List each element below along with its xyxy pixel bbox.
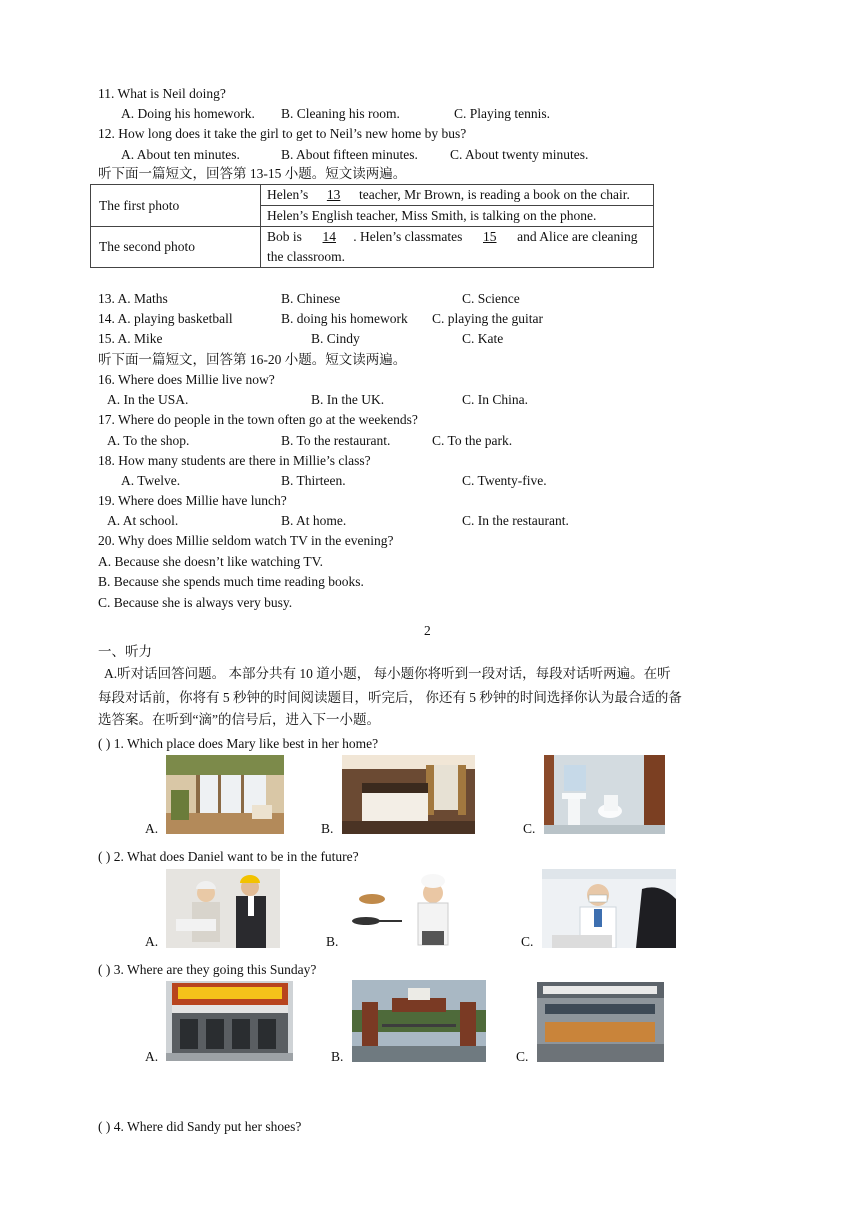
q2-stem: ( ) 2. What does Daniel want to be in the future?: [98, 849, 359, 864]
q18-option-c: C. Twenty-five.: [462, 473, 547, 488]
q19-stem: 19. Where does Millie have lunch?: [98, 493, 287, 508]
q16-option-c: C. In China.: [462, 392, 528, 407]
q17-option-a: A. To the shop.: [107, 433, 190, 448]
q19-option-a: A. At school.: [107, 513, 179, 528]
section-title: 一、听力: [98, 644, 152, 659]
q1-option-c-label[interactable]: C.: [523, 821, 536, 836]
q2-photo-engineer[interactable]: [166, 869, 280, 948]
row-first-photo-text-2: Helen’s English teacher, Miss Smith, is talking on the phone.: [261, 206, 654, 227]
q11-option-b: B. Cleaning his room.: [281, 106, 400, 121]
photo-table: [90, 184, 654, 268]
q20-option-a: A. Because she doesn’t like watching TV.: [98, 554, 323, 569]
blank-13: 13: [326, 187, 341, 202]
q20-stem: 20. Why does Millie seldom watch TV in the evening?: [98, 533, 394, 548]
q19-option-b: B. At home.: [281, 513, 347, 528]
q15-option-c: C. Kate: [462, 331, 504, 346]
row-second-photo-text: Bob is 14 . Helen’s classmates 15 and Alice are cleaning the classroom.: [261, 227, 654, 268]
instruction-line-1: A.听对话回答问题。 本部分共有 10 道小题， 每小题你将听到一段对话，每段对话听两遍。在听: [104, 666, 671, 681]
q14-option-c: C. playing the guitar: [432, 311, 543, 326]
q3-option-b-label[interactable]: B.: [331, 1049, 344, 1064]
q17-stem: 17. Where do people in the town often go at the weekends?: [98, 412, 418, 427]
q3-photo-cinema[interactable]: [166, 981, 293, 1061]
q3-option-a-label[interactable]: A.: [145, 1049, 159, 1064]
q1-stem: ( ) 1. Which place does Mary like best in her home?: [98, 736, 379, 751]
q16-option-b: B. In the UK.: [311, 392, 385, 407]
q11-option-c: C. Playing tennis.: [454, 106, 551, 121]
q3-stem: ( ) 3. Where are they going this Sunday?: [98, 962, 317, 977]
q14-option-a: 14. A. playing basketball: [98, 311, 233, 326]
q11-stem: 11. What is Neil doing?: [98, 86, 226, 101]
q20-option-c: C. Because she is always very busy.: [98, 595, 293, 610]
q18-stem: 18. How many students are there in Millie’s class?: [98, 453, 371, 468]
intro-13-15: 听下面一篇短文，回答第 13-15 小题。短文读两遍。: [98, 166, 407, 181]
q12-option-b: B. About fifteen minutes.: [281, 147, 418, 162]
q13-option-c: C. Science: [462, 291, 520, 306]
q13-option-a: 13. A. Maths: [98, 291, 168, 306]
q20-option-b: B. Because she spends much time reading books.: [98, 574, 364, 589]
blank-14: 14: [322, 229, 337, 244]
q11-option-a: A. Doing his homework.: [121, 106, 255, 121]
q13-option-b: B. Chinese: [281, 291, 341, 306]
q1-photo-bedroom[interactable]: [342, 755, 475, 834]
q3-photo-park-gate[interactable]: [352, 980, 486, 1062]
intro-16-20: 听下面一篇短文，回答第 16-20 小题。短文读两遍。: [98, 352, 407, 367]
instruction-line-3: 选答案。在听到“滴”的信号后，进入下一小题。: [98, 712, 380, 727]
q2-option-a-label[interactable]: A.: [145, 934, 159, 949]
q12-option-a: A. About ten minutes.: [121, 147, 240, 162]
q1-option-b-label[interactable]: B.: [321, 821, 334, 836]
q15-option-b: B. Cindy: [311, 331, 360, 346]
row-first-photo-text-1: Helen’s 13 teacher, Mr Brown, is reading a book on the chair.: [261, 185, 654, 206]
q1-photo-bathroom[interactable]: [544, 755, 665, 834]
q2-photo-cook[interactable]: [350, 869, 470, 948]
q1-option-a-label[interactable]: A.: [145, 821, 159, 836]
q1-photo-balcony[interactable]: [166, 755, 284, 834]
q3-photo-hotel[interactable]: [537, 982, 664, 1062]
q16-option-a: A. In the USA.: [107, 392, 189, 407]
blank-15: 15: [483, 229, 497, 244]
q15-option-a: 15. A. Mike: [98, 331, 163, 346]
q3-option-c-label[interactable]: C.: [516, 1049, 529, 1064]
instruction-line-2: 每段对话前，你将有 5 秒钟的时间阅读题目，听完后， 你还有 5 秒钟的时间选择你认为最合适的备: [98, 690, 682, 705]
q14-option-b: B. doing his homework: [281, 311, 408, 326]
q2-option-c-label[interactable]: C.: [521, 934, 534, 949]
q19-option-c: C. In the restaurant.: [462, 513, 569, 528]
q12-option-c: C. About twenty minutes.: [450, 147, 589, 162]
q18-option-b: B. Thirteen.: [281, 473, 346, 488]
q4-stem: ( ) 4. Where did Sandy put her shoes?: [98, 1119, 302, 1134]
q2-photo-doctor[interactable]: [542, 869, 676, 948]
page-number: 2: [424, 623, 431, 638]
row-second-photo-label: The second photo: [91, 227, 261, 268]
q17-option-c: C. To the park.: [432, 433, 513, 448]
q18-option-a: A. Twelve.: [121, 473, 181, 488]
q16-stem: 16. Where does Millie live now?: [98, 372, 275, 387]
q12-stem: 12. How long does it take the girl to get to Neil’s new home by bus?: [98, 126, 467, 141]
row-first-photo-label: The first photo: [91, 185, 261, 227]
q17-option-b: B. To the restaurant.: [281, 433, 391, 448]
q2-option-b-label[interactable]: B.: [326, 934, 339, 949]
